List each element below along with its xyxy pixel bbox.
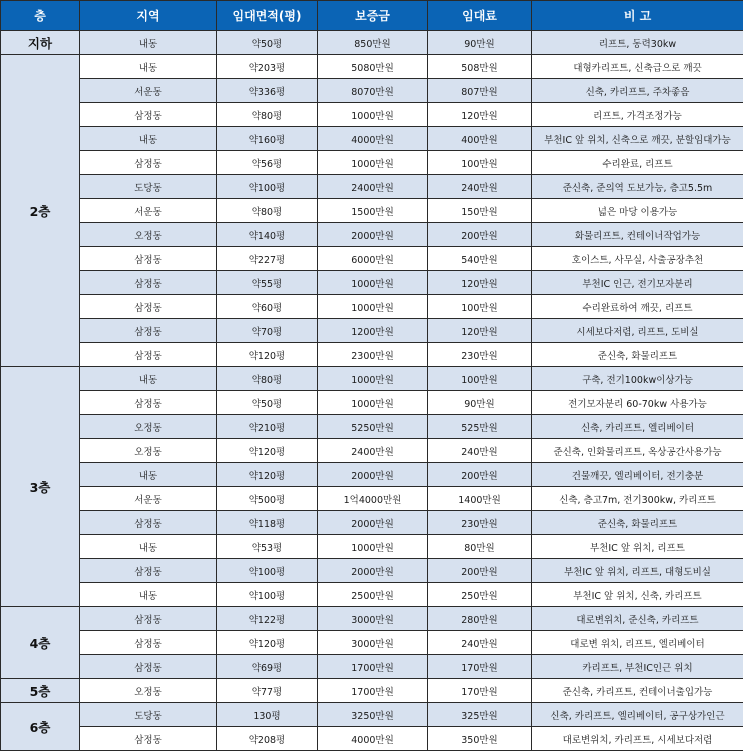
rent-cell: 325만원 — [428, 703, 532, 727]
remarks-cell: 대로변위치, 카리프트, 시세보다저렴 — [532, 727, 743, 751]
area-cell: 약69평 — [217, 655, 318, 679]
area-cell: 약56평 — [217, 151, 318, 175]
region-cell: 삼정동 — [80, 511, 217, 535]
deposit-cell: 1000만원 — [318, 151, 428, 175]
table-body — [1, 31, 743, 751]
table-row — [1, 607, 743, 631]
area-cell: 약53평 — [217, 535, 318, 559]
table-row — [1, 463, 743, 487]
remarks-cell: 부천IC 앞 위치, 신축으로 깨끗, 분할임대가능 — [532, 127, 743, 151]
area-cell: 약120평 — [217, 463, 318, 487]
header-deposit: 보증금 — [318, 1, 428, 31]
rent-cell: 100만원 — [428, 367, 532, 391]
area-cell: 약208평 — [217, 727, 318, 751]
deposit-cell: 3000만원 — [318, 607, 428, 631]
rent-cell: 280만원 — [428, 607, 532, 631]
deposit-cell: 2400만원 — [318, 439, 428, 463]
area-cell: 약80평 — [217, 103, 318, 127]
table-row — [1, 703, 743, 727]
area-cell: 약55평 — [217, 271, 318, 295]
table-row — [1, 199, 743, 223]
area-cell: 약140평 — [217, 223, 318, 247]
remarks-cell: 부천IC 인근, 전기모자분리 — [532, 271, 743, 295]
area-cell: 약120평 — [217, 439, 318, 463]
table-row — [1, 727, 743, 751]
rent-cell: 240만원 — [428, 175, 532, 199]
rent-cell: 400만원 — [428, 127, 532, 151]
remarks-cell: 준신축, 준의역 도보가능, 층고5.5m — [532, 175, 743, 199]
region-cell: 오정동 — [80, 439, 217, 463]
deposit-cell: 2000만원 — [318, 511, 428, 535]
table-row — [1, 103, 743, 127]
deposit-cell: 3250만원 — [318, 703, 428, 727]
remarks-cell: 수리완료하여 깨끗, 리프트 — [532, 295, 743, 319]
region-cell: 오정동 — [80, 415, 217, 439]
region-cell: 삼정동 — [80, 727, 217, 751]
table-row — [1, 223, 743, 247]
region-cell: 내동 — [80, 535, 217, 559]
table-row — [1, 151, 743, 175]
deposit-cell: 1000만원 — [318, 271, 428, 295]
rent-cell: 230만원 — [428, 343, 532, 367]
region-cell: 삼정동 — [80, 631, 217, 655]
area-cell: 약227평 — [217, 247, 318, 271]
region-cell: 서운동 — [80, 79, 217, 103]
remarks-cell: 시세보다저렴, 리프트, 도비실 — [532, 319, 743, 343]
remarks-cell: 부천IC 앞 위치, 신축, 카리프트 — [532, 583, 743, 607]
header-row — [1, 1, 743, 31]
deposit-cell: 5080만원 — [318, 55, 428, 79]
table-row — [1, 583, 743, 607]
remarks-cell: 신축, 카리프트, 엘리베이터 — [532, 415, 743, 439]
floor-label: 4층 — [1, 607, 80, 679]
area-cell: 약100평 — [217, 583, 318, 607]
rent-cell: 80만원 — [428, 535, 532, 559]
table-row — [1, 295, 743, 319]
rent-cell: 200만원 — [428, 223, 532, 247]
header-rent: 임대료 — [428, 1, 532, 31]
rent-cell: 200만원 — [428, 463, 532, 487]
remarks-cell: 건물깨끗, 엘리베이터, 전기충분 — [532, 463, 743, 487]
region-cell: 내동 — [80, 583, 217, 607]
deposit-cell: 8070만원 — [318, 79, 428, 103]
remarks-cell: 부천IC 앞 위치, 리프트 — [532, 535, 743, 559]
area-cell: 약500평 — [217, 487, 318, 511]
floor-label: 지하 — [1, 31, 80, 55]
deposit-cell: 2500만원 — [318, 583, 428, 607]
region-cell: 도당동 — [80, 175, 217, 199]
deposit-cell: 1700만원 — [318, 655, 428, 679]
area-cell: 약120평 — [217, 631, 318, 655]
deposit-cell: 2000만원 — [318, 223, 428, 247]
deposit-cell: 1000만원 — [318, 367, 428, 391]
header-region: 지역 — [80, 1, 217, 31]
deposit-cell: 2300만원 — [318, 343, 428, 367]
rent-cell: 350만원 — [428, 727, 532, 751]
table-row — [1, 391, 743, 415]
region-cell: 삼정동 — [80, 391, 217, 415]
remarks-cell: 카리프트, 부천IC인근 위치 — [532, 655, 743, 679]
table-row — [1, 175, 743, 199]
area-cell: 약100평 — [217, 175, 318, 199]
rent-cell: 120만원 — [428, 103, 532, 127]
rent-cell: 525만원 — [428, 415, 532, 439]
remarks-cell: 부천IC 앞 위치, 리프트, 대형도비실 — [532, 559, 743, 583]
table-row — [1, 679, 743, 703]
region-cell: 서운동 — [80, 199, 217, 223]
floor-label: 6층 — [1, 703, 80, 751]
table-row — [1, 655, 743, 679]
remarks-cell: 준신축, 화물리프트 — [532, 511, 743, 535]
table-row — [1, 367, 743, 391]
remarks-cell: 구축, 전기100kw이상가능 — [532, 367, 743, 391]
rent-cell: 120만원 — [428, 271, 532, 295]
rent-cell: 90만원 — [428, 31, 532, 55]
area-cell: 약60평 — [217, 295, 318, 319]
rent-cell: 90만원 — [428, 391, 532, 415]
remarks-cell: 준신축, 화물리프트 — [532, 343, 743, 367]
rent-cell: 540만원 — [428, 247, 532, 271]
deposit-cell: 2000만원 — [318, 463, 428, 487]
remarks-cell: 화물리프트, 컨테이너작업가능 — [532, 223, 743, 247]
area-cell: 130평 — [217, 703, 318, 727]
floor-label: 2층 — [1, 55, 80, 367]
area-cell: 약203평 — [217, 55, 318, 79]
area-cell: 약50평 — [217, 31, 318, 55]
deposit-cell: 1000만원 — [318, 391, 428, 415]
area-cell: 약120평 — [217, 343, 318, 367]
area-cell: 약160평 — [217, 127, 318, 151]
region-cell: 내동 — [80, 463, 217, 487]
remarks-cell: 대로변 위치, 리프트, 엘리베이터 — [532, 631, 743, 655]
remarks-cell: 리프트, 가격조정가능 — [532, 103, 743, 127]
region-cell: 삼정동 — [80, 247, 217, 271]
area-cell: 약80평 — [217, 367, 318, 391]
rent-cell: 150만원 — [428, 199, 532, 223]
table-row — [1, 631, 743, 655]
table-row — [1, 79, 743, 103]
deposit-cell: 1억4000만원 — [318, 487, 428, 511]
remarks-cell: 전기모자분리 60-70kw 사용가능 — [532, 391, 743, 415]
deposit-cell: 5250만원 — [318, 415, 428, 439]
deposit-cell: 1000만원 — [318, 535, 428, 559]
area-cell: 약70평 — [217, 319, 318, 343]
table-row — [1, 415, 743, 439]
region-cell: 삼정동 — [80, 103, 217, 127]
region-cell: 삼정동 — [80, 295, 217, 319]
area-cell: 약210평 — [217, 415, 318, 439]
floor-label: 5층 — [1, 679, 80, 703]
remarks-cell: 리프트, 동력30kw — [532, 31, 743, 55]
remarks-cell: 준신축, 카리프트, 컨테이너출입가능 — [532, 679, 743, 703]
remarks-cell: 신축, 층고7m, 전기300kw, 카리프트 — [532, 487, 743, 511]
region-cell: 오정동 — [80, 223, 217, 247]
rent-cell: 100만원 — [428, 295, 532, 319]
header-floor: 층 — [1, 1, 80, 31]
rent-cell: 100만원 — [428, 151, 532, 175]
table-row — [1, 319, 743, 343]
header-area: 임대면적(평) — [217, 1, 318, 31]
remarks-cell: 대형카리프트, 신축급으로 깨끗 — [532, 55, 743, 79]
rent-cell: 250만원 — [428, 583, 532, 607]
area-cell: 약100평 — [217, 559, 318, 583]
table-row — [1, 511, 743, 535]
table-row — [1, 127, 743, 151]
table-row — [1, 439, 743, 463]
deposit-cell: 3000만원 — [318, 631, 428, 655]
region-cell: 삼정동 — [80, 151, 217, 175]
rent-cell: 230만원 — [428, 511, 532, 535]
rent-cell: 807만원 — [428, 79, 532, 103]
deposit-cell: 2400만원 — [318, 175, 428, 199]
rent-cell: 200만원 — [428, 559, 532, 583]
table-row — [1, 535, 743, 559]
table-row — [1, 487, 743, 511]
table-row — [1, 343, 743, 367]
deposit-cell: 1200만원 — [318, 319, 428, 343]
deposit-cell: 1000만원 — [318, 295, 428, 319]
region-cell: 도당동 — [80, 703, 217, 727]
rent-cell: 1400만원 — [428, 487, 532, 511]
table-header — [1, 1, 743, 31]
header-remarks: 비 고 — [532, 1, 743, 31]
region-cell: 삼정동 — [80, 343, 217, 367]
rent-cell: 120만원 — [428, 319, 532, 343]
region-cell: 삼정동 — [80, 271, 217, 295]
table-row — [1, 31, 743, 55]
remarks-cell: 준신축, 인화물리프트, 옥상공간사용가능 — [532, 439, 743, 463]
area-cell: 약50평 — [217, 391, 318, 415]
rent-cell: 170만원 — [428, 655, 532, 679]
remarks-cell: 넓은 마당 이용가능 — [532, 199, 743, 223]
remarks-cell: 신축, 카리프트, 엘리베이터, 공구상가인근 — [532, 703, 743, 727]
region-cell: 삼정동 — [80, 607, 217, 631]
rent-cell: 170만원 — [428, 679, 532, 703]
region-cell: 내동 — [80, 55, 217, 79]
region-cell: 내동 — [80, 367, 217, 391]
deposit-cell: 4000만원 — [318, 127, 428, 151]
area-cell: 약80평 — [217, 199, 318, 223]
rent-cell: 240만원 — [428, 439, 532, 463]
deposit-cell: 1000만원 — [318, 103, 428, 127]
deposit-cell: 1700만원 — [318, 679, 428, 703]
rent-cell: 508만원 — [428, 55, 532, 79]
rent-cell: 240만원 — [428, 631, 532, 655]
table-row — [1, 55, 743, 79]
region-cell: 내동 — [80, 127, 217, 151]
table-row — [1, 271, 743, 295]
floor-label: 3층 — [1, 367, 80, 607]
table-row — [1, 559, 743, 583]
area-cell: 약122평 — [217, 607, 318, 631]
remarks-cell: 호이스트, 사무실, 사출공장추천 — [532, 247, 743, 271]
region-cell: 삼정동 — [80, 655, 217, 679]
area-cell: 약118평 — [217, 511, 318, 535]
deposit-cell: 4000만원 — [318, 727, 428, 751]
remarks-cell: 신축, 카리프트, 주차좋음 — [532, 79, 743, 103]
area-cell: 약336평 — [217, 79, 318, 103]
region-cell: 내동 — [80, 31, 217, 55]
deposit-cell: 850만원 — [318, 31, 428, 55]
remarks-cell: 대로변위치, 준신축, 카리프트 — [532, 607, 743, 631]
region-cell: 서운동 — [80, 487, 217, 511]
table-row — [1, 247, 743, 271]
region-cell: 오정동 — [80, 679, 217, 703]
deposit-cell: 2000만원 — [318, 559, 428, 583]
deposit-cell: 6000만원 — [318, 247, 428, 271]
region-cell: 삼정동 — [80, 319, 217, 343]
remarks-cell: 수리완료, 리프트 — [532, 151, 743, 175]
deposit-cell: 1500만원 — [318, 199, 428, 223]
area-cell: 약77평 — [217, 679, 318, 703]
region-cell: 삼정동 — [80, 559, 217, 583]
